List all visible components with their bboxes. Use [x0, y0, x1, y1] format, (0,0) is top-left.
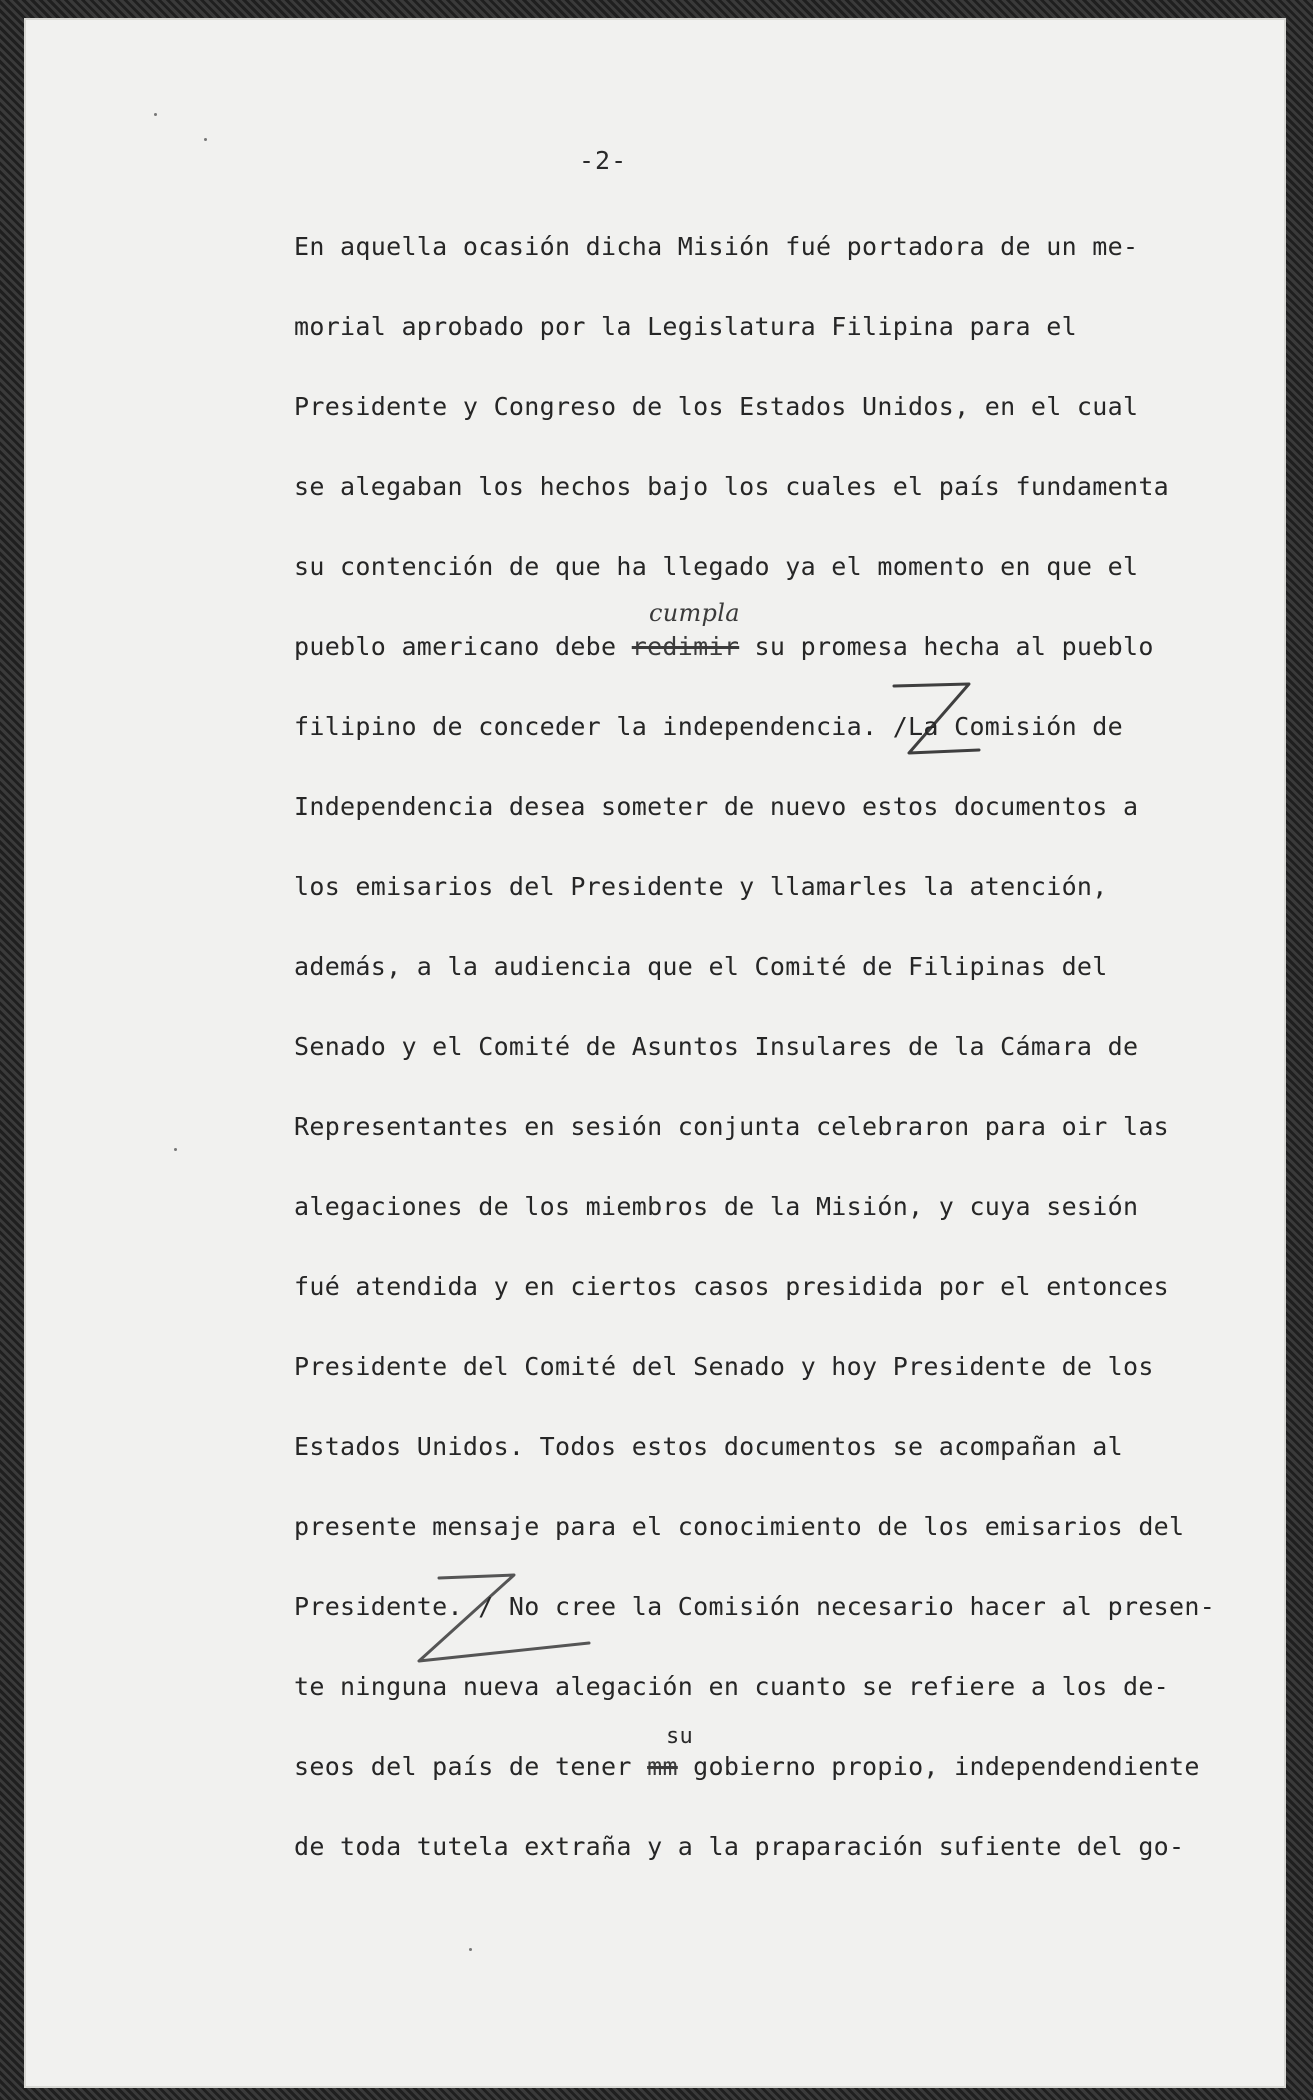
text-line: Independencia desea someter de nuevo estos documentos a [294, 792, 1139, 821]
line-text-after: su promesa hecha al pueblo [739, 632, 1154, 661]
text-line: En aquella ocasión dicha Misión fué portadora de un me- [294, 232, 1139, 261]
page-number: -2- [579, 146, 628, 175]
text-line: presente mensaje para el conocimiento de los emisarios del [294, 1512, 1185, 1541]
text-line: se alegaban los hechos bajo los cuales el país fundamenta [294, 472, 1170, 501]
text-line: morial aprobado por la Legislatura Filipina para el [294, 312, 1077, 341]
text-line: Presidente. / No cree la Comisión necesario hacer al presen- [294, 1592, 1216, 1621]
line-text-after: gobierno propio, independendiente [677, 1752, 1200, 1781]
paper-speck [469, 1948, 472, 1951]
typed-insertion: su [666, 1724, 694, 1749]
text-line: Presidente del Comité del Senado y hoy Presidente de los [294, 1352, 1154, 1381]
text-line: su contención de que ha llegado ya el momento en que el [294, 552, 1139, 581]
text-line: de toda tutela extraña y a la praparación sufiente del go- [294, 1832, 1185, 1861]
line-text-before: pueblo americano debe [294, 632, 632, 661]
text-line: fué atendida y en ciertos casos presidida por el entonces [294, 1272, 1170, 1301]
struck-word: mm [647, 1752, 678, 1781]
struck-word: redimir [631, 632, 740, 661]
text-line: Estados Unidos. Todos estos documentos se acompañan al [294, 1432, 1123, 1461]
document-page [24, 18, 1286, 2088]
text-line: Senado y el Comité de Asuntos Insulares de la Cámara de [294, 1032, 1139, 1061]
text-line: filipino de conceder la independencia. /La Comisión de [294, 712, 1123, 741]
text-line: además, a la audiencia que el Comité de Filipinas del [294, 952, 1108, 981]
text-line: Presidente y Congreso de los Estados Unidos, en el cual [294, 392, 1139, 421]
text-line: Representantes en sesión conjunta celebraron para oir las [294, 1112, 1170, 1141]
text-line-with-correction [294, 1724, 1234, 1830]
paper-speck [154, 113, 157, 116]
text-line-with-correction [294, 599, 1234, 710]
handwritten-insertion: cumpla [649, 599, 740, 627]
line-text-before: seos del país de tener [294, 1752, 648, 1781]
text-line: te ninguna nueva alegación en cuanto se refiere a los de- [294, 1672, 1170, 1701]
paper-speck [174, 1148, 177, 1151]
text-line: los emisarios del Presidente y llamarles la atención, [294, 872, 1108, 901]
text-line: alegaciones de los miembros de la Misión, y cuya sesión [294, 1192, 1139, 1221]
letter-body [294, 230, 1234, 1910]
paper-speck [204, 138, 207, 141]
